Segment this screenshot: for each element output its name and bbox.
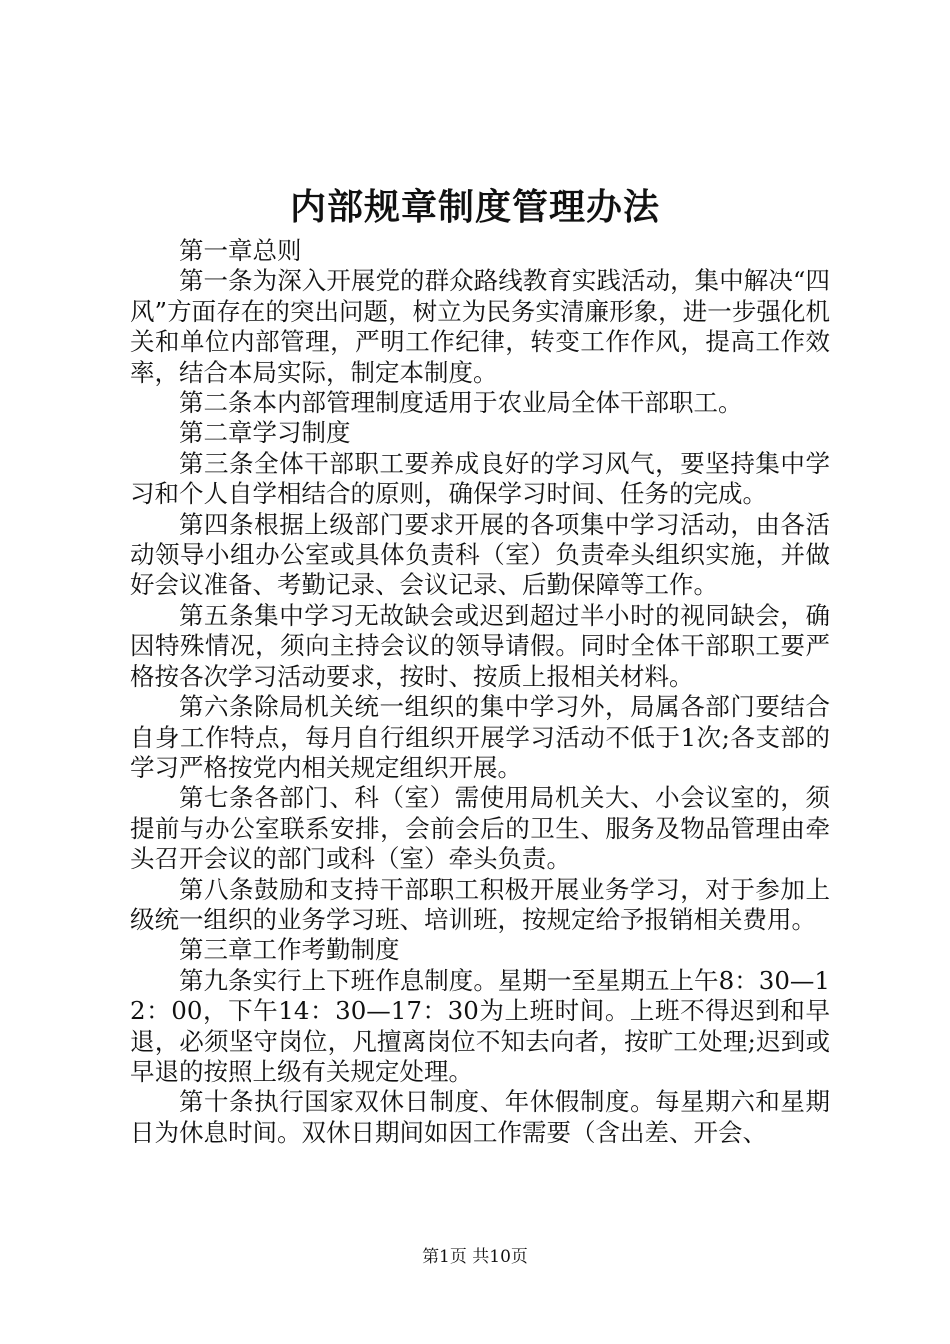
paragraph-chapter-1: 第一章总则	[179, 236, 302, 265]
paragraph-article-4: 第四条根据上级部门要求开展的各项集中学习活动，由各活动领导小组办公室或具体负责科（室）负责牵头组织实施，并做好会议准备、考勤记录、会议记录、后勤保障等工作。	[130, 509, 830, 600]
paragraph-chapter-2: 第二章学习制度	[179, 418, 351, 448]
paragraph-article-9: 第九条实行上下班作息制度。星期一至星期五上午8：30—12：00，下午14：30—17：30为上班时间。上班不得迟到和早退，必须坚守岗位，凡擅离岗位不知去向者，按旷工处理;迟到或早退的按照上级有关规定处理。	[130, 965, 830, 1086]
paragraph-article-5: 第五条集中学习无故缺会或迟到超过半小时的视同缺会，确因特殊情况，须向主持会议的领导请假。同时全体干部职工要严格按各次学习活动要求，按时、按质上报相关材料。	[130, 600, 830, 691]
document-title: 内部规章制度管理办法	[289, 186, 660, 228]
document-body	[130, 236, 830, 1148]
page-footer	[0, 1245, 950, 1269]
paragraph-article-10: 第十条执行国家双休日制度、年休假制度。每星期六和星期日为休息时间。双休日期间如因工作需要（含出差、开会、	[130, 1087, 830, 1147]
paragraph-article-3: 第三条全体干部职工要养成良好的学习风气，要坚持集中学习和个人自学相结合的原则，确保学习时间、任务的完成。	[130, 448, 830, 509]
paragraph-article-6: 第六条除局机关统一组织的集中学习外，局属各部门要结合自身工作特点，每月自行组织开展学习活动不低于1次;各支部的学习严格按党内相关规定组织开展。	[130, 692, 830, 782]
paragraph-chapter-3: 第三章工作考勤制度	[179, 935, 400, 965]
paragraph-article-7: 第七条各部门、科（室）需使用局机关大、小会议室的，须提前与办公室联系安排，会前会后的卫生、服务及物品管理由牵头召开会议的部门或科（室）牵头负责。	[130, 783, 830, 874]
paragraph-article-2: 第二条本内部管理制度适用于农业局全体干部职工。	[179, 388, 743, 418]
paragraph-article-1: 第一条为深入开展党的群众路线教育实践活动，集中解决“四风”方面存在的突出问题，树立为民务实清廉形象，进一步强化机关和单位内部管理，严明工作纪律，转变工作作风，提高工作效率，结合本局实际，制定本制度。	[130, 266, 830, 387]
page-number: 第1页 共10页	[422, 1247, 528, 1267]
paragraph-article-8: 第八条鼓励和支持干部职工积极开展业务学习，对于参加上级统一组织的业务学习班、培训班，按规定给予报销相关费用。	[130, 874, 830, 934]
